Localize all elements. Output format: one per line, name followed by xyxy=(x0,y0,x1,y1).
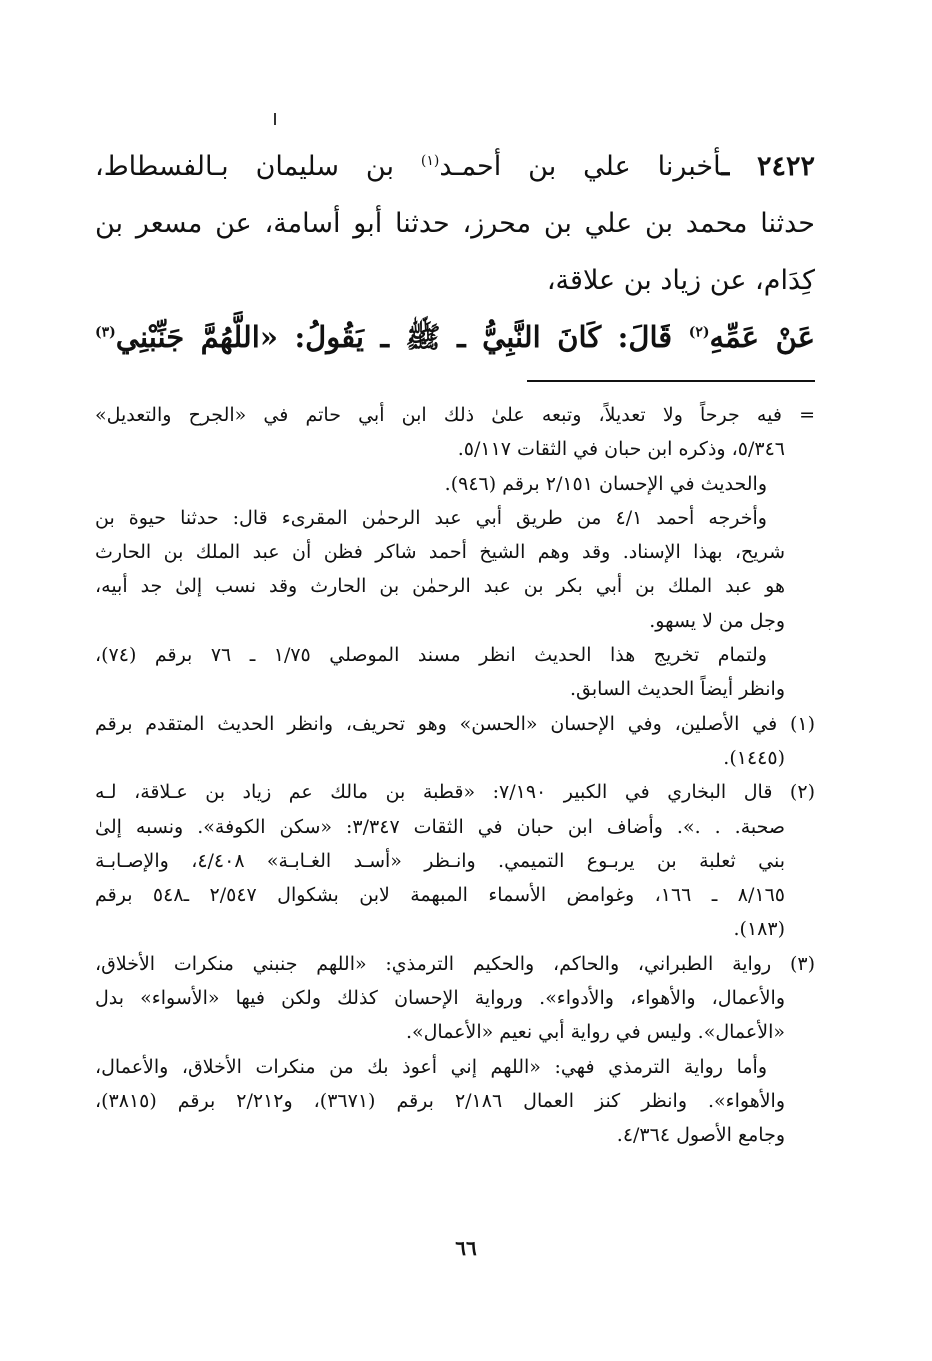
footnote-line: وانظر أيضاً الحديث السابق. xyxy=(570,678,785,701)
footnote-line: «الأعمال». وليس في رواية أبي نعيم «الأعمال». xyxy=(405,1021,785,1044)
footnote-line: ٥/٣٤٦، وذكره ابن حبان في الثقات ٥/١١٧. xyxy=(457,438,785,461)
footnote-line: ٨/١٦٥ ـ ١٦٦، وغوامض الأسماء المبهمة لابن بشكوال ٢/٥٤٧ ـ٥٤٨ برقم xyxy=(95,884,785,907)
footnotes-section xyxy=(95,398,815,1153)
footnote-line: (٢) قال البخاري في الكبير ٧/١٩٠: «قطبة بن مالك عم زياد بن عـلاقة، لـه xyxy=(95,781,815,804)
footnote-line: هو عبد الملك بن أبي بكر بن عبد الرحمٰن بن الحارث وقد نسب إلىٰ جد أبيه، xyxy=(95,575,785,598)
footnote-line: والأعمال، والأهواء، والأدواء». ورواية الإحسان كذلك ولكن فيها «الأسواء» بدل xyxy=(95,987,785,1010)
footnote-ref-1[interactable]: (١) xyxy=(420,153,440,169)
footnote-line: ولتمام تخريج هذا الحديث انظر مسند الموصلي ١/٧٥ ـ ٧٦ برقم (٧٤)، xyxy=(95,644,767,667)
footnote-line: (١٤٤٥). xyxy=(723,746,785,769)
main-line-2: حدثنا محمد بن علي بن محرز، حدثنا أبو أسامة، عن مسعر بن xyxy=(95,208,815,239)
footnote-ref-2[interactable]: (٢) xyxy=(688,324,710,341)
hadith-number: ٢٤٢٢ ـ xyxy=(721,151,815,182)
footnote-divider xyxy=(527,380,815,382)
footnote-line: وأما رواية الترمذي فهي: «اللهم إني أعوذ بك من منكرات الأخلاق، والأعمال، xyxy=(95,1055,767,1078)
hadith-matn-line xyxy=(95,309,815,366)
footnote-line: = فيه جرحاً ولا تعديلاً، وتبعه علىٰ ذلك ابن أبي حاتم في «الجرح والتعديل» xyxy=(95,404,815,426)
footnote-line: والحديث في الإحسان ٢/١٥١ برقم (٩٤٦). xyxy=(444,472,767,495)
matn-part-a: عَنْ عَمِّهِ xyxy=(709,320,815,354)
footnote-line: وجامع الأصول ٤/٣٦٤. xyxy=(616,1124,785,1147)
footnote-line: وجل من لا يسهو. xyxy=(649,609,785,632)
main-line-1-part-a: أخبرنا علي بن أحمـد xyxy=(439,151,722,182)
footnote-line: (١) في الأصلين، وفي الإحسان «الحسن» وهو تحريف، وانظر الحديث المتقدم برقم xyxy=(95,712,815,735)
footnote-line: (٣) رواية الطبراني، والحاكم، والحكيم الترمذي: «اللهم جنبني منكرات الأخلاق، xyxy=(95,952,815,975)
page-number: ٦٦ xyxy=(455,1236,477,1260)
footnote-line: بني ثعلبة بن يربـوع التميمي. وانـظر «أسـد الغـابـة» ٤/٤٠٨، والإصـابـة xyxy=(95,849,785,872)
stray-ink-mark xyxy=(274,113,276,125)
hadith-main-text xyxy=(95,138,815,366)
footnote-line: (١٨٣). xyxy=(733,918,785,941)
footnote-line: وأخرجه أحمد ٤/١ من طريق أبي عبد الرحمٰن المقرىء قال: حدثنا حيوة بن xyxy=(95,506,767,529)
main-line-1-part-b: بن سليمان بـالفسطاط، xyxy=(95,151,421,182)
footnote-ref-3[interactable]: (٣) xyxy=(95,324,116,341)
main-line-3: كِدَام، عن زياد بن علاقة، xyxy=(546,265,815,296)
main-line-1 xyxy=(95,138,815,195)
footnote-line: صحبة. . .». وأضاف ابن حبان في الثقات ٣/٣٤٧: «سكن الكوفة». ونسبه إلىٰ xyxy=(95,815,786,838)
footnote-line: شريح، بهذا الإسناد. وقد وهم الشيخ أحمد شاكر فظن أن عبد الملك بن الحارث xyxy=(95,541,785,564)
matn-part-b: قَالَ: كَانَ النَّبِيُّ ـ ﷺ ـ يَقُولُ: «اللَّهُمَّ جَنِّبْنِي xyxy=(115,320,689,354)
footnote-line: والأهواء». وانظر كنز العمال ٢/١٨٦ برقم (٣٦٧١)، و٢/٢١٢ برقم (٣٨١٥)، xyxy=(95,1089,786,1112)
